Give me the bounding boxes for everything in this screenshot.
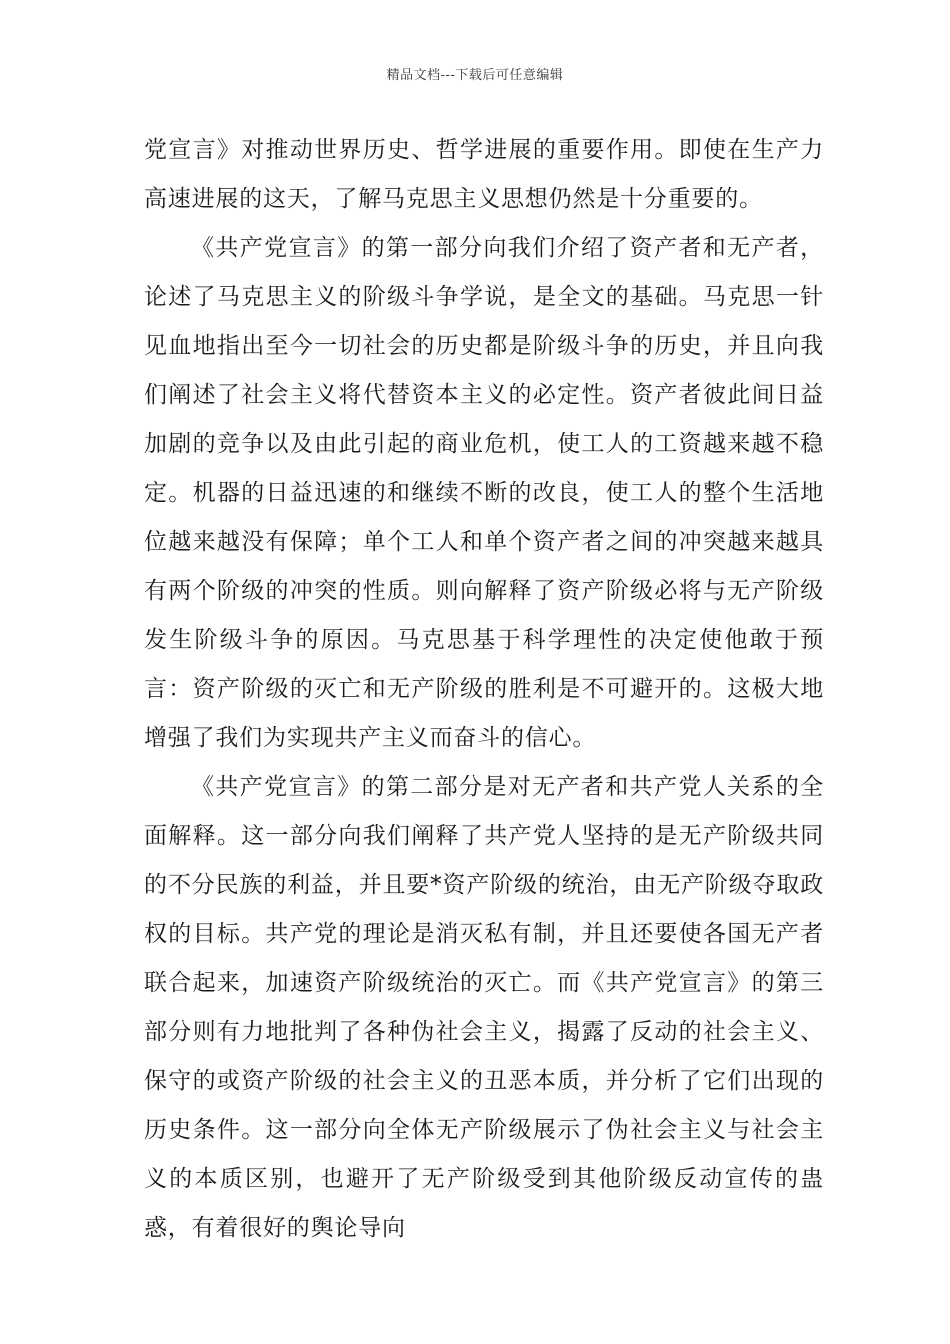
- document-body: [144, 126, 824, 1253]
- paragraph-continuation: 党宣言》对推动世界历史、哲学进展的重要作用。即使在生产力高速进展的这天，了解马克思主义思想仍然是十分重要的。: [144, 137, 824, 212]
- paragraph-part-one: 《共产党宣言》的第一部分向我们介绍了资产者和无产者，论述了马克思主义的阶级斗争学说，是全文的基础。马克思一针见血地指出至今一切社会的历史都是阶级斗争的历史，并且向我们阐述了社会主义将代替资本主义的必定性。资产者彼此间日益加剧的竞争以及由此引起的商业危机，使工人的工资越来越不稳定。机器的日益迅速的和继续不断的改良，使工人的整个生活地位越来越没有保障；单个工人和单个资产者之间的冲突越来越具有两个阶级的冲突的性质。则向解释了资产阶级必将与无产阶级发生阶级斗争的原因。马克思基于科学理性的决定使他敢于预言：资产阶级的灭亡和无产阶级的胜利是不可避开的。这极大地增强了我们为实现共产主义而奋斗的信心。: [144, 235, 824, 751]
- page-header: 精品文档---下载后可任意编辑: [386, 68, 564, 83]
- paragraph-part-two-three: 《共产党宣言》的第二部分是对无产者和共产党人关系的全面解释。这一部分向我们阐释了共产党人坚持的是无产阶级共同的不分民族的利益，并且要*资产阶级的统治，由无产阶级夺取政权的目标。共产党的理论是消灭私有制，并且还要使各国无产者联合起来，加速资产阶级统治的灭亡。而《共产党宣言》的第三部分则有力地批判了各种伪社会主义，揭露了反动的社会主义、保守的或资产阶级的社会主义的丑恶本质，并分析了它们出现的历史条件。这一部分向全体无产阶级展示了伪社会主义与社会主义的本质区别，也避开了无产阶级受到其他阶级反动宣传的蛊惑，有着很好的舆论导向: [144, 774, 824, 1241]
